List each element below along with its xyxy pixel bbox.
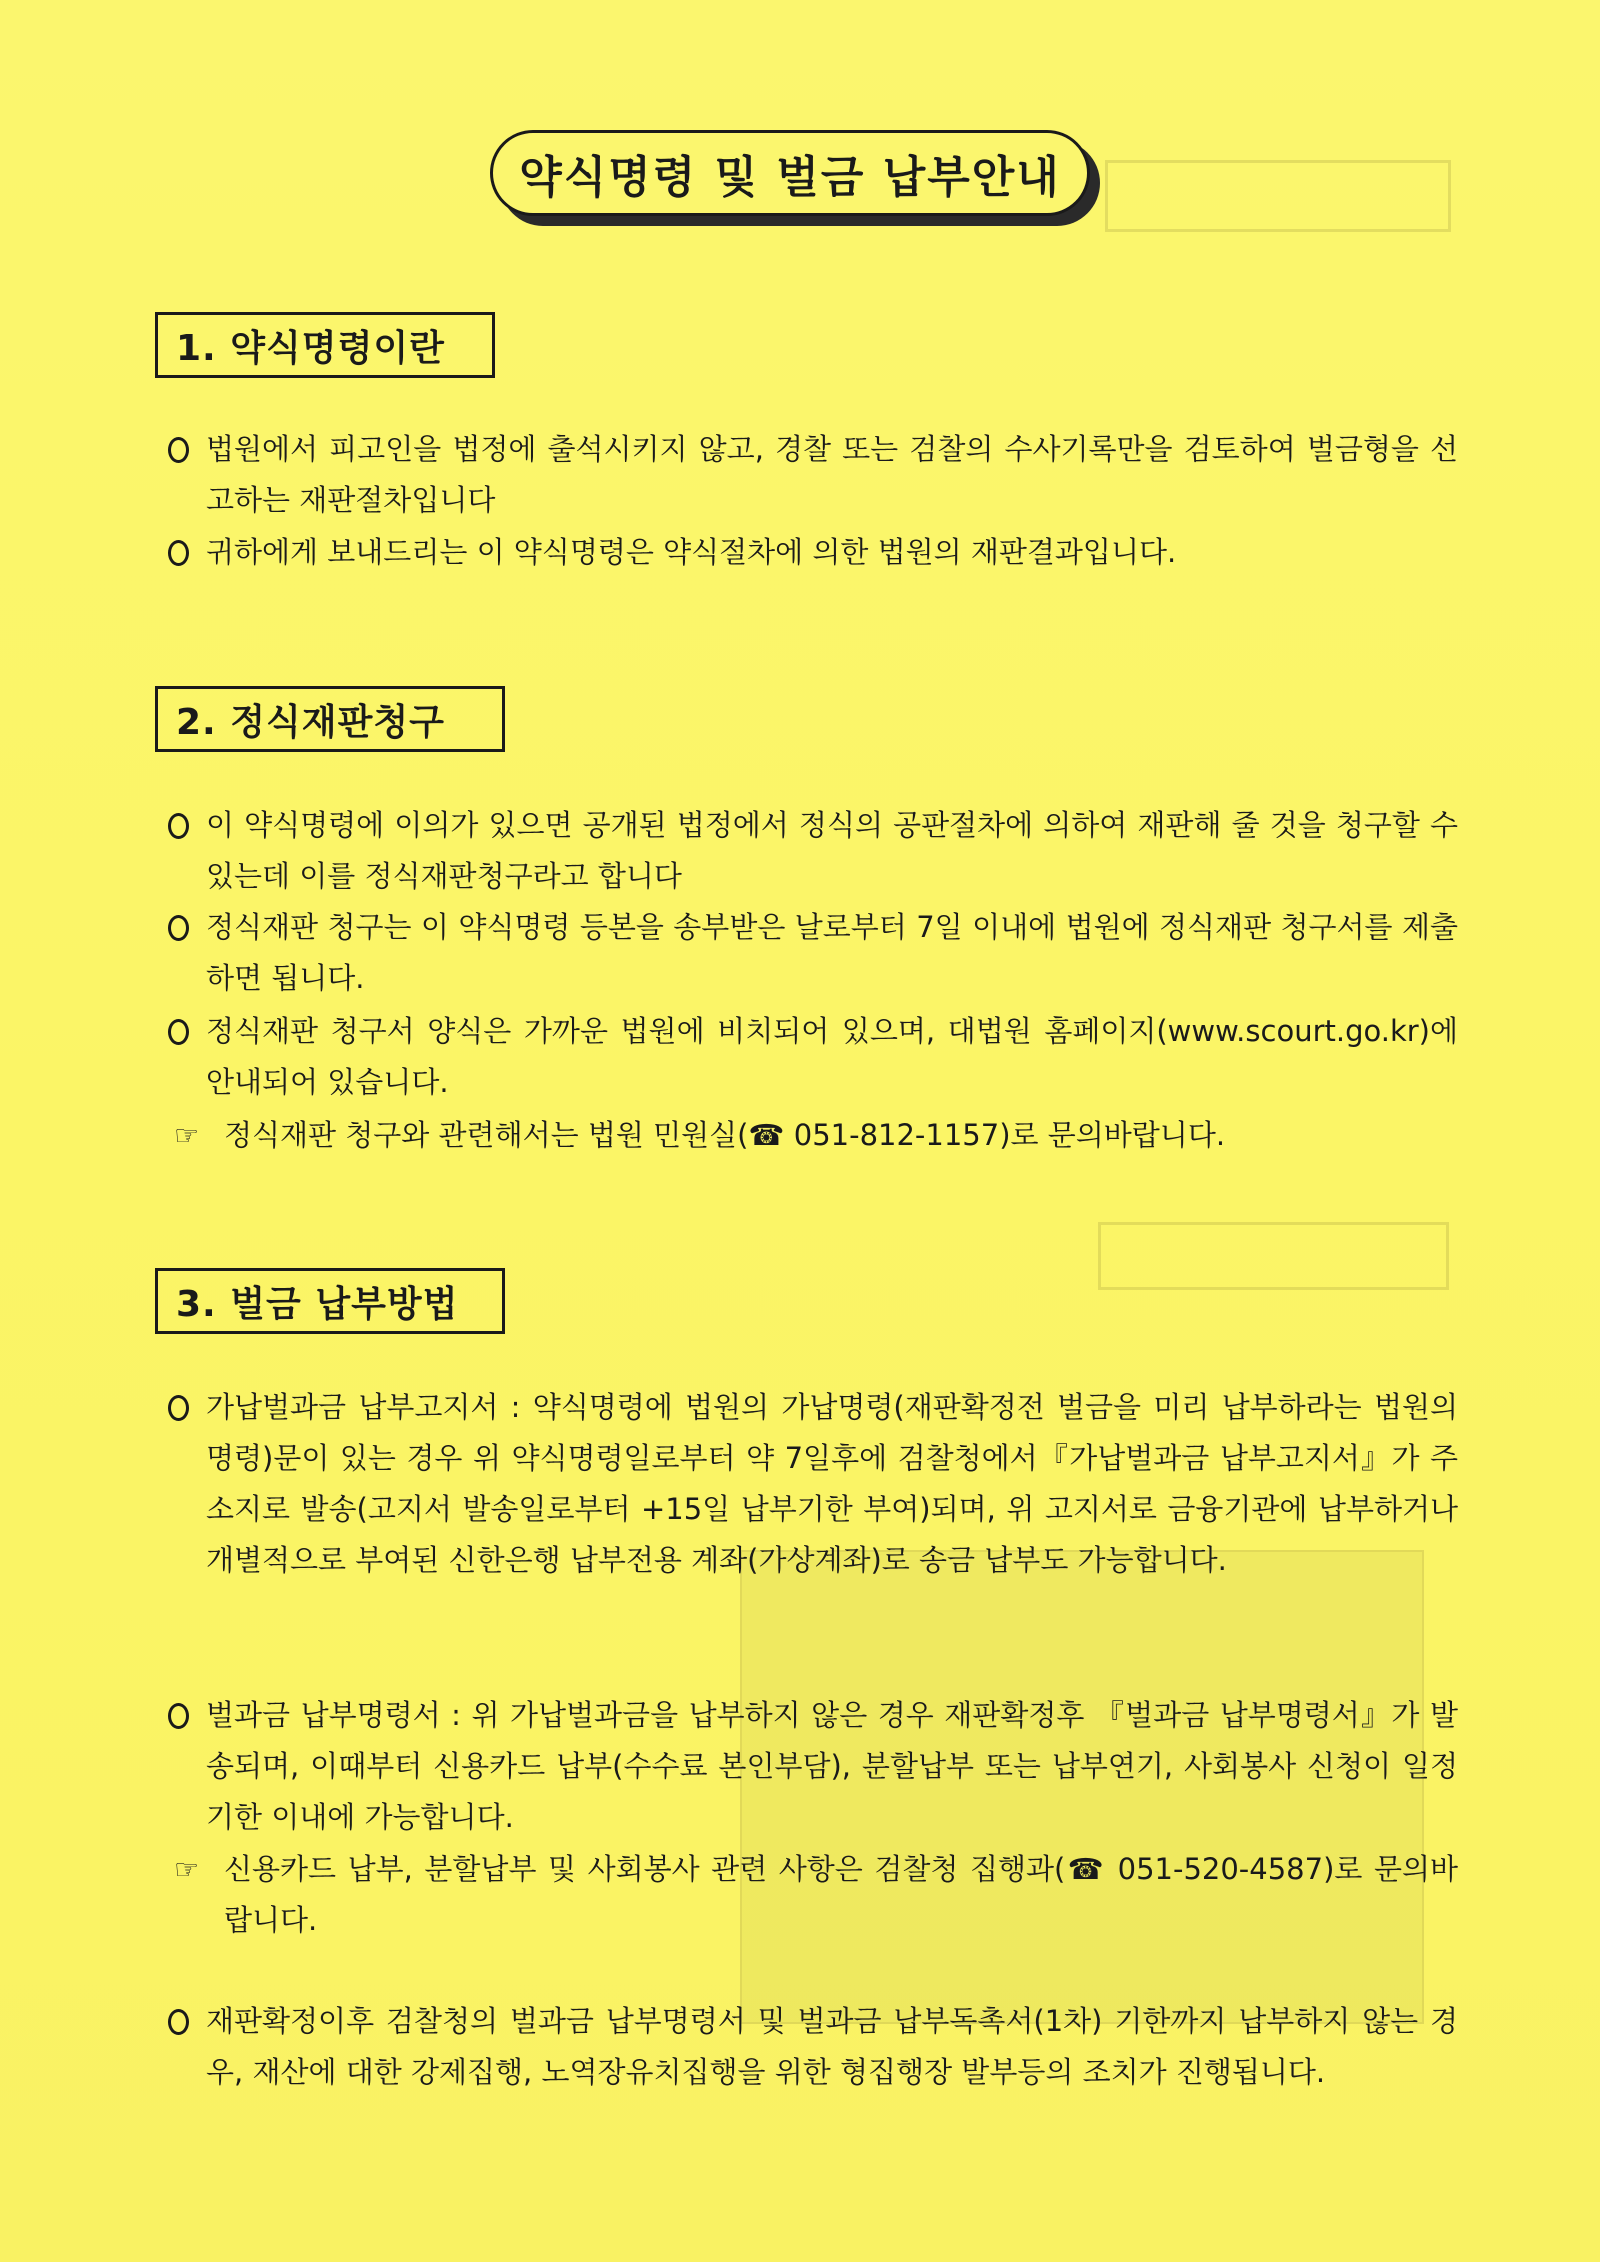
section-1-item-1: 법원에서 피고인을 법정에 출석시키지 않고, 경찰 또는 검찰의 수사기록만을 검토하여 벌금형을 선고하는 재판절차입니다 [168,424,1458,526]
title-banner [490,130,1110,230]
section-2-note: ☞ 정식재판 청구와 관련해서는 법원 민원실(☎ 051-812-1157)로 문의바랍니다. [174,1110,1458,1161]
circle-bullet-icon [168,1019,189,1045]
circle-bullet-icon [168,540,189,566]
section-2-item-1: 이 약식명령에 이의가 있으면 공개된 법정에서 정식의 공판절차에 의하여 재판해 줄 것을 청구할 수 있는데 이를 정식재판청구라고 합니다 [168,800,1458,902]
section-3-item-2: 벌과금 납부명령서 : 위 가납벌과금을 납부하지 않은 경우 재판확정후 『벌과금 납부명령서』가 발송되며, 이때부터 신용카드 납부(수수료 본인부담), 분할납부 또는 납부연기, 사회봉사 신청이 일정기한 이내에 가능합니다. [168,1690,1458,1843]
page-title: 약식명령 및 벌금 납부안내 [490,130,1090,216]
section-heading-3: 3. 벌금 납부방법 [155,1268,505,1334]
circle-bullet-icon [168,2009,189,2035]
circle-bullet-icon [168,437,189,463]
section-3-item-3: 재판확정이후 검찰청의 벌과금 납부명령서 및 벌과금 납부독촉서(1차) 기한까지 납부하지 않는 경우, 재산에 대한 강제집행, 노역장유치집행을 위한 형집행장 발부등의 조치가 진행됩니다. [168,1996,1458,2098]
bleed-through-box [1105,160,1451,232]
circle-bullet-icon [168,915,189,941]
section-heading-1: 1. 약식명령이란 [155,312,495,378]
section-2-item-2: 정식재판 청구는 이 약식명령 등본을 송부받은 날로부터 7일 이내에 법원에 정식재판 청구서를 제출하면 됩니다. [168,902,1458,1004]
bleed-through-box [1098,1222,1449,1290]
circle-bullet-icon [168,813,189,839]
section-3-note: ☞ 신용카드 납부, 분할납부 및 사회봉사 관련 사항은 검찰청 집행과(☎ 051-520-4587)로 문의바랍니다. [174,1844,1458,1946]
section-heading-2: 2. 정식재판청구 [155,686,505,752]
circle-bullet-icon [168,1395,189,1421]
circle-bullet-icon [168,1703,189,1729]
section-2-item-3: 정식재판 청구서 양식은 가까운 법원에 비치되어 있으며, 대법원 홈페이지(www.scourt.go.kr)에 안내되어 있습니다. [168,1006,1458,1108]
section-3-item-1: 가납벌과금 납부고지서 : 약식명령에 법원의 가납명령(재판확정전 벌금을 미리 납부하라는 법원의 명령)문이 있는 경우 위 약식명령일로부터 약 7일후에 검찰청에서『가납벌과금 납부고지서』가 주소지로 발송(고지서 발송일로부터 +15일 납부기한 부여)되며, 위 고지서로 금융기관에 납부하거나 개별적으로 부여된 신한은행 납부전용 계좌(가상계좌)로 송금 납부도 가능합니다. [168,1382,1458,1586]
pointing-hand-icon: ☞ [174,1853,200,1886]
section-1-item-2: 귀하에게 보내드리는 이 약식명령은 약식절차에 의한 법원의 재판결과입니다. [168,527,1458,578]
pointing-hand-icon: ☞ [174,1119,200,1152]
